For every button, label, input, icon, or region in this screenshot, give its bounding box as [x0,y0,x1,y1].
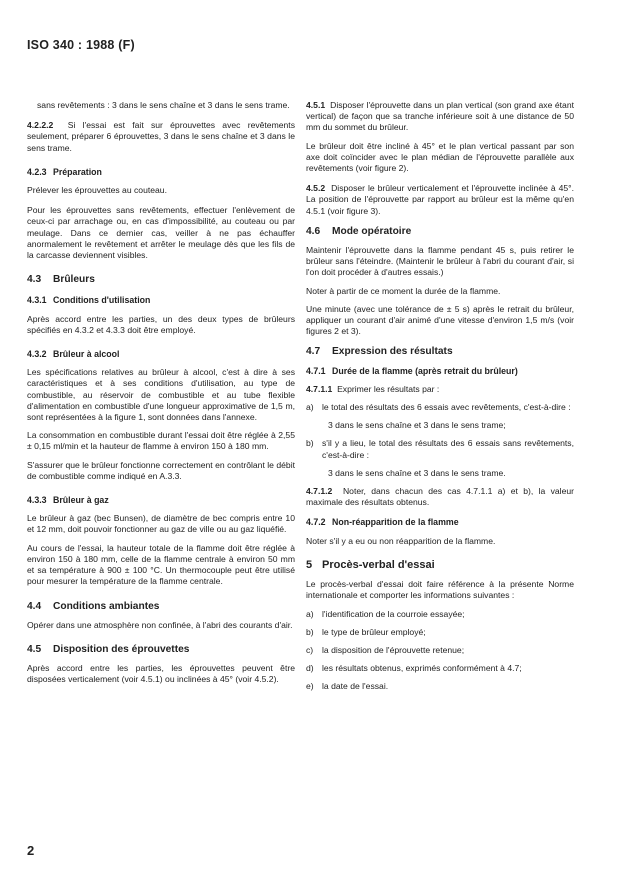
clause-number: 4.5.2 [306,183,326,194]
heading-number: 4.3.2 [27,349,47,360]
paragraph: Le procès-verbal d'essai doit faire référence à la présente Norme internationale et comporter les informations suivantes : [306,579,574,601]
paragraph: Prélever les éprouvettes au couteau. [27,185,167,196]
paragraph: Au cours de l'essai, la hauteur totale de la flamme doit être réglée à environ 150 à 180 mm, celle de la flamme centrale à environ 50 mm et sa température à 900 ± 100 °C. Un thermocouple peut être utilisé pour mesurer la température de la flamme centrale. [27,542,295,587]
heading-title: Durée de la flamme (après retrait du brûleur) [332,365,518,376]
clause-4-5-2 [306,183,574,217]
list-text: la date de l'essai. [322,681,389,692]
clause-text: Noter, dans chacun des cas 4.7.1.1 a) et b), la valeur maximale des résultats obtenus. [306,486,574,508]
heading-title: Mode opératoire [332,225,412,237]
clause-number: 4.5.1 [306,100,326,110]
list-text: le type de brûleur employé; [322,626,426,637]
heading-4-3-1 [27,295,295,306]
heading-number: 4.4 [27,600,42,612]
heading-number: 4.2.3 [27,166,47,177]
heading-number: 4.7 [306,346,321,358]
heading-4-6 [306,226,574,237]
heading-number: 4.5 [27,643,42,655]
heading-title: Procès-verbal d'essai [322,558,435,571]
heading-4-7-1 [306,366,574,377]
clause-text: Si l'essai est fait sur éprouvettes avec revêtements seulement, préparer 6 éprouvettes, 3 dans le sens chaîne et 3 dans le sens trame. [27,120,295,153]
list-label: b) [306,438,314,449]
clause-text: Exprimer les résultats par : [337,383,440,394]
paragraph: Le brûleur doit être incliné à 45° et le plan vertical passant par son axe doit coïncider avec le plan médian de l'éprouvette parallèle aux revêtements (voir figure 2). [306,140,574,174]
heading-4-3-2 [27,349,295,360]
heading-4-2-3 [27,167,295,178]
list-item [306,681,574,692]
paragraph: Noter à partir de ce moment la durée de la flamme. [306,285,501,296]
clause-4-2-2-2 [27,120,295,154]
list-item [306,438,574,460]
heading-title: Brûleurs [53,274,95,286]
clause-text: Disposer l'éprouvette dans un plan vertical (son grand axe étant vertical) de façon que sa tranche inférieure soit à une distance de 50 mm du sommet du brûleur. [306,100,574,133]
list-subline: 3 dans le sens chaîne et 3 dans le sens trame; [328,420,506,431]
page-number: 2 [27,843,35,858]
paragraph: S'assurer que le brûleur fonctionne correctement en contrôlant le débit de combustible comme indiqué en A.3.3. [27,459,295,481]
heading-title: Expression des résultats [332,346,453,358]
clause-number: 4.7.1.2 [306,486,333,497]
paragraph: Noter s'il y a eu ou non réapparition de la flamme. [306,535,496,546]
heading-number: 4.3 [27,274,42,286]
heading-title: Disposition des éprouvettes [53,643,190,655]
heading-title: Conditions ambiantes [53,600,160,612]
clause-4-7-1-2 [306,486,574,508]
paragraph: Opérer dans une atmosphère non confinée, à l'abri des courants d'air. [27,619,293,630]
list-label: b) [306,626,314,637]
heading-4-5 [27,644,295,655]
heading-number: 4.6 [306,225,321,237]
heading-4-4 [27,601,295,612]
heading-4-3-3 [27,495,295,506]
list-label: c) [306,644,314,655]
list-item [306,645,574,656]
paragraph: Les spécifications relatives au brûleur à alcool, c'est à dire à ses caractéristiques et à ses conditions d'utilisation, au type de combustible, au réservoir de combustible et au tube flexible d'alimentation en combustible d'une longueur approximative de 1,5 m, sont représentées à la figure 1, sont données dans l'annexe. [27,367,295,423]
heading-number: 4.3.1 [27,295,47,306]
list-text: l'identification de la courroie essayée; [322,608,465,619]
heading-title: Conditions d'utilisation [53,295,151,306]
paragraph: Une minute (avec une tolérance de ± 5 s) après le retrait du brûleur, appliquer un courant d'air animé d'une vitesse d'environ 1,5 m/s (voir figures 2 et 3). [306,303,574,337]
list-item [306,663,574,674]
heading-number: 4.3.3 [27,495,47,506]
heading-number: 5 [306,558,313,571]
heading-4-7-2 [306,517,574,528]
heading-number: 4.7.2 [306,517,326,528]
left-column [27,100,295,693]
clause-4-5-1 [306,100,574,134]
heading-title: Non-réapparition de la flamme [332,517,459,528]
list-text: les résultats obtenus, exprimés conformément à 4.7; [322,663,522,674]
list-item [306,402,574,413]
heading-number: 4.7.1 [306,365,326,376]
heading-4-3 [27,274,295,285]
heading-title: Préparation [53,166,102,177]
list-item [306,627,574,638]
heading-title: Brûleur à alcool [53,349,120,360]
clause-4-7-1-1 [306,384,574,395]
list-text: le total des résultats des 6 essais avec revêtements, c'est-à-dire : [322,402,571,413]
list-subline: 3 dans le sens chaîne et 3 dans le sens trame. [328,467,506,478]
list-text: s'il y a lieu, le total des résultats des 6 essais sans revêtements, c'est-à-dire : [322,438,574,460]
clause-number: 4.7.1.1 [306,383,333,394]
paragraph: Le brûleur à gaz (bec Bunsen), de diamètre de bec compris entre 10 et 12 mm, doit pouvoir fonctionner au gaz de ville ou au gaz liquéfié. [27,513,295,535]
paragraph: Pour les éprouvettes sans revêtements, effectuer l'enlèvement de ceux-ci par arrachage ou, en cas d'impossibilité, au couteau ou par meulage. Dans ce dernier cas, veiller à ne pas échauffer anormalement le revêtement et arrêter le meulage dès que les fils de la carcasse deviennent visibles. [27,205,295,261]
list-label: d) [306,663,314,674]
paragraph: La consommation en combustible durant l'essai doit être réglée à 2,55 ± 0,15 ml/min et la hauteur de flamme à environ 150 à 180 mm. [27,430,295,452]
paragraph-continuation: sans revêtements : 3 dans le sens chaîne et 3 dans le sens trame. [37,100,290,110]
clause-text: Disposer le brûleur verticalement et l'éprouvette inclinée à 45°. La position de l'éprouvette par rapport au brûleur est la même qu'en 4.5.1 (voir figure 3). [306,183,575,216]
list-label: e) [306,681,314,692]
page-header: ISO 340 : 1988 (F) [27,38,135,52]
paragraph: Maintenir l'éprouvette dans la flamme pendant 45 s, puis retirer le brûleur sans l'éteindre. (Maintenir le brûleur à l'abri du courant d'air, si l'on doit procéder à d'autres essais.) [306,245,574,278]
paragraph: Après accord entre les parties, un des deux types de brûleurs spécifiés en 4.3.2 et 4.3.3 doit être employé. [27,313,295,335]
list-label: a) [306,402,314,413]
paragraph: Après accord entre les parties, les éprouvettes peuvent être disposées verticalement (voir 4.5.1) ou inclinées à 45° (voir 4.5.2). [27,663,295,685]
heading-4-7 [306,346,574,357]
clause-number: 4.2.2.2 [27,120,54,131]
right-column [306,100,574,700]
list-item [306,609,574,620]
list-text: la disposition de l'éprouvette retenue; [322,644,465,655]
heading-5 [306,560,574,571]
list-label: a) [306,608,314,619]
heading-title: Brûleur à gaz [53,495,109,506]
